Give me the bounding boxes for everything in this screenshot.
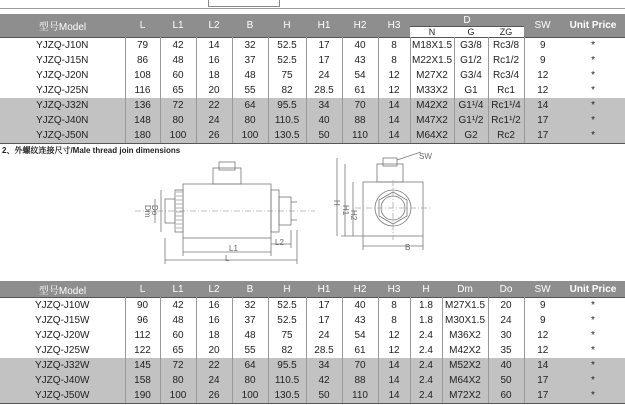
table-cell: 100 — [160, 128, 196, 144]
table-cell: Rc1/2 — [488, 53, 524, 68]
header-do: Do — [488, 281, 524, 298]
table-cell: 130.5 — [268, 388, 306, 404]
label-l2: L2 — [275, 238, 284, 247]
label-l: L — [225, 254, 230, 263]
table-cell: Rc1¹/2 — [488, 113, 524, 128]
table-cell: 14 — [524, 98, 561, 113]
table-cell: 34 — [306, 358, 342, 373]
header-l: L — [125, 14, 160, 38]
table-cell: 28.5 — [306, 343, 342, 358]
table-cell: 17 — [524, 113, 561, 128]
header-h-thread: H — [410, 281, 442, 298]
header-h2: H2 — [342, 281, 378, 298]
table-cell: 100 — [232, 128, 268, 144]
table-cell: 9 — [524, 298, 561, 314]
table-cell: 112 — [125, 328, 160, 343]
table-cell: 82 — [268, 83, 306, 98]
table-cell: 24 — [488, 313, 524, 328]
female-thread-dimension-table — [0, 14, 625, 144]
table-cell: 82 — [268, 343, 306, 358]
table-cell: 40 — [342, 298, 378, 314]
header-unit-price: Unit Price — [561, 281, 625, 298]
table-cell: 80 — [160, 373, 196, 388]
table-cell: 48 — [232, 328, 268, 343]
table-cell: 22 — [196, 98, 232, 113]
table-cell: G1¹/2 — [454, 113, 488, 128]
table-cell: * — [591, 330, 595, 341]
table-cell: G3/8 — [454, 38, 488, 54]
table-cell: 80 — [232, 113, 268, 128]
table-cell: M42X2 — [410, 98, 454, 113]
table-cell: M72X2 — [442, 388, 488, 404]
table-cell: 90 — [125, 298, 160, 314]
table-cell: 72 — [160, 98, 196, 113]
header-sw: SW — [524, 14, 561, 38]
table-cell: 55 — [232, 343, 268, 358]
table-cell: M33X2 — [410, 83, 454, 98]
table-cell: 14 — [378, 388, 410, 404]
table-cell: 130.5 — [268, 128, 306, 144]
table-cell: 8 — [378, 313, 410, 328]
header-b: B — [232, 281, 268, 298]
table-cell: M22X1.5 — [411, 55, 453, 66]
table-cell: 108 — [125, 68, 160, 83]
table-cell: 24 — [196, 373, 232, 388]
table-cell: 60 — [488, 388, 524, 404]
table-cell: 14 — [378, 358, 410, 373]
table-cell: 2.4 — [410, 388, 442, 404]
table-cell: 1.8 — [410, 313, 442, 328]
header-l2: L2 — [196, 281, 232, 298]
table-cell: 50 — [306, 388, 342, 404]
table-cell: M36X2 — [442, 328, 488, 343]
table-cell: M30X1.5 — [442, 313, 488, 328]
model-cell: YJZQ-J25N — [0, 83, 125, 98]
table-cell: G2 — [454, 128, 488, 144]
table-row — [0, 38, 625, 54]
table-cell: 18 — [196, 68, 232, 83]
table-row — [0, 328, 625, 343]
table-cell: G3/4 — [454, 68, 488, 83]
table-cell: 20 — [488, 298, 524, 314]
table-row — [0, 358, 625, 373]
table-cell: 148 — [125, 113, 160, 128]
table-cell: * — [561, 358, 625, 373]
table-cell: M27X2 — [410, 68, 454, 83]
table-cell: 55 — [232, 83, 268, 98]
table-cell: Rc1 — [488, 83, 524, 98]
table-cell: * — [561, 98, 625, 113]
table-cell: 22 — [196, 358, 232, 373]
table-cell: 80 — [232, 373, 268, 388]
table-cell: Rc3/8 — [488, 38, 524, 54]
table-cell: 20 — [196, 343, 232, 358]
table-cell: 64 — [232, 98, 268, 113]
table-cell: 17 — [524, 388, 561, 404]
header-d-g: G — [454, 27, 488, 38]
table-row — [0, 83, 625, 98]
table-cell: 2.4 — [410, 343, 442, 358]
table-cell: 32 — [232, 38, 268, 54]
model-cell: YJZQ-J20W — [0, 328, 125, 343]
table-row — [0, 313, 625, 328]
model-cell: YJZQ-J32W — [0, 358, 125, 373]
table-cell: G1/2 — [454, 53, 488, 68]
table-cell: 24 — [196, 113, 232, 128]
header-d: D — [410, 14, 524, 27]
header-l1: L1 — [160, 14, 196, 38]
header-sw: SW — [524, 281, 561, 298]
header-h: H — [268, 14, 306, 38]
table-cell: 116 — [125, 83, 160, 98]
table-cell: 16 — [196, 53, 232, 68]
header-h3: H3 — [378, 14, 410, 38]
table-cell: 12 — [378, 343, 410, 358]
table-cell: 26 — [196, 388, 232, 404]
table-cell: 24 — [306, 68, 342, 83]
model-cell: YJZQ-J15N — [0, 53, 125, 68]
table-row — [0, 298, 625, 314]
table-cell: 1.8 — [410, 298, 442, 314]
table-cell: 2.4 — [410, 373, 442, 388]
header-dm: Dm — [442, 281, 488, 298]
table-cell: 12 — [378, 68, 410, 83]
previous-drawing-edge — [0, 0, 625, 14]
table-cell: 100 — [160, 388, 196, 404]
table-cell: 52.5 — [268, 313, 306, 328]
table-cell: 48 — [232, 68, 268, 83]
table-cell: 43 — [342, 313, 378, 328]
table-cell: 8 — [378, 53, 410, 68]
table-cell: 158 — [125, 373, 160, 388]
table-cell: 17 — [524, 128, 561, 144]
table-cell: 12 — [537, 70, 549, 81]
table-cell: 43 — [342, 53, 378, 68]
table-cell: Rc3/4 — [488, 68, 524, 83]
table-cell: 17 — [306, 53, 342, 68]
model-cell: YJZQ-J25W — [0, 343, 125, 358]
male-thread-dimension-table — [0, 281, 625, 404]
label-do: Do — [150, 205, 159, 216]
table-cell: * — [591, 55, 595, 66]
label-dm: Dm — [143, 205, 152, 218]
table-cell: 50 — [306, 128, 342, 144]
label-h1: H1 — [341, 205, 350, 216]
table-cell: 70 — [342, 98, 378, 113]
table-cell: 190 — [125, 388, 160, 404]
table-cell: 50 — [488, 373, 524, 388]
table-cell: 16 — [196, 313, 232, 328]
table-cell: 8 — [378, 38, 410, 54]
table-cell: 2.4 — [410, 328, 442, 343]
table-cell: 42 — [160, 298, 196, 314]
table-cell: 2.4 — [410, 358, 442, 373]
table-cell: 122 — [125, 343, 160, 358]
table-cell: M18X1.5 — [410, 38, 454, 54]
header-h3: H3 — [378, 281, 410, 298]
table-cell: * — [561, 113, 625, 128]
label-h2: H2 — [349, 210, 358, 221]
table-cell: 24 — [306, 328, 342, 343]
table-cell: 17 — [306, 38, 342, 54]
header-model: 型号Model — [0, 14, 125, 38]
table-cell: M52X2 — [442, 358, 488, 373]
table-cell: 14 — [524, 358, 561, 373]
table-cell: 75 — [268, 68, 306, 83]
header-h2: H2 — [342, 14, 378, 38]
header-l2: L2 — [196, 14, 232, 38]
table-cell: 60 — [160, 68, 196, 83]
header-h: H — [268, 281, 306, 298]
table-cell: 30 — [488, 328, 524, 343]
table-cell: 79 — [125, 38, 160, 54]
table-cell: 14 — [378, 128, 410, 144]
table-cell: G1¹/4 — [454, 98, 488, 113]
table-row — [0, 98, 625, 113]
table-cell: 28.5 — [306, 83, 342, 98]
model-cell: YJZQ-J10W — [0, 298, 125, 314]
table-cell: 37 — [232, 313, 268, 328]
table-cell: 65 — [160, 343, 196, 358]
header-d-zg: ZG — [488, 27, 524, 38]
table-cell: 14 — [378, 373, 410, 388]
table-cell: 136 — [125, 98, 160, 113]
table-row — [0, 68, 625, 83]
table-cell: 61 — [342, 343, 378, 358]
table-cell: 100 — [232, 388, 268, 404]
label-h: H — [332, 200, 341, 206]
model-cell: YJZQ-J40N — [0, 113, 125, 128]
table-cell: 12 — [378, 328, 410, 343]
table-cell: 12 — [537, 85, 549, 96]
table-cell: 95.5 — [268, 98, 306, 113]
table-cell: 12 — [537, 330, 549, 341]
model-cell: YJZQ-J40W — [0, 373, 125, 388]
table-cell: 8 — [378, 298, 410, 314]
table-cell: * — [591, 345, 595, 356]
table-cell: 40 — [488, 358, 524, 373]
table-cell: 110 — [342, 128, 378, 144]
table-cell: M27X1.5 — [442, 298, 488, 314]
table-cell: 9 — [539, 315, 546, 326]
table-cell: * — [591, 315, 595, 326]
label-sw: SW — [419, 152, 432, 161]
header-d-n: N — [410, 27, 454, 38]
model-cell: YJZQ-J10N — [0, 38, 125, 54]
table-cell: 14 — [196, 38, 232, 54]
header-h1: H1 — [306, 14, 342, 38]
table-cell: 14 — [378, 98, 410, 113]
table-cell: 110.5 — [268, 113, 306, 128]
model-cell: YJZQ-J50N — [0, 128, 125, 144]
table-cell: M64X2 — [410, 128, 454, 144]
table-cell: 110 — [342, 388, 378, 404]
header-l: L — [125, 281, 160, 298]
model-cell: YJZQ-J15W — [0, 313, 125, 328]
table-cell: 75 — [268, 328, 306, 343]
table-cell: 86 — [125, 53, 160, 68]
table-cell: 88 — [342, 113, 378, 128]
table-cell: 72 — [160, 358, 196, 373]
header-unit-price: Unit Price — [561, 14, 625, 38]
table-cell: 37 — [232, 53, 268, 68]
header-b: B — [232, 14, 268, 38]
table-cell: * — [591, 85, 595, 96]
table-cell: 180 — [125, 128, 160, 144]
label-l1: L1 — [229, 244, 238, 253]
table-cell: 34 — [306, 98, 342, 113]
table-cell: 26 — [196, 128, 232, 144]
table-cell: 48 — [160, 313, 196, 328]
table-cell: Rc2 — [488, 128, 524, 144]
table-cell: 110.5 — [268, 373, 306, 388]
table-row — [0, 343, 625, 358]
table-cell: 17 — [306, 298, 342, 314]
model-cell: YJZQ-J20N — [0, 68, 125, 83]
table-cell: 54 — [342, 328, 378, 343]
table-cell: 52.5 — [268, 298, 306, 314]
table-cell: 60 — [160, 328, 196, 343]
table-cell: 16 — [196, 298, 232, 314]
table-cell: M64X2 — [442, 373, 488, 388]
table-cell: 48 — [160, 53, 196, 68]
table-cell: * — [561, 373, 625, 388]
table-cell: 42 — [306, 373, 342, 388]
table-cell: * — [591, 70, 595, 81]
table-cell: 12 — [378, 83, 410, 98]
table-cell: 40 — [342, 38, 378, 54]
table-row — [0, 53, 625, 68]
table-cell: 65 — [160, 83, 196, 98]
table-cell: 14 — [378, 113, 410, 128]
table-cell: 9 — [524, 38, 561, 54]
table-cell: * — [561, 38, 625, 54]
table-cell: 70 — [342, 358, 378, 373]
table-cell: 9 — [539, 55, 546, 66]
table-cell: 40 — [306, 113, 342, 128]
table-cell: G1 — [454, 83, 488, 98]
table-cell: 96 — [125, 313, 160, 328]
table-cell: * — [561, 388, 625, 404]
table-row — [0, 388, 625, 404]
table-cell: 145 — [125, 358, 160, 373]
table-cell: 61 — [342, 83, 378, 98]
table-cell: 35 — [488, 343, 524, 358]
label-b: B — [405, 243, 411, 252]
table-cell: 18 — [196, 328, 232, 343]
table-row — [0, 128, 625, 144]
table-cell: * — [561, 298, 625, 314]
table-cell: 17 — [524, 373, 561, 388]
header-l1: L1 — [160, 281, 196, 298]
table-cell: 52.5 — [268, 53, 306, 68]
model-cell: YJZQ-J32N — [0, 98, 125, 113]
table-cell: 12 — [537, 345, 549, 356]
table-cell: * — [561, 128, 625, 144]
table-cell: Rc1¹/4 — [488, 98, 524, 113]
table-cell: 54 — [342, 68, 378, 83]
table-cell: 52.5 — [268, 38, 306, 54]
model-cell: YJZQ-J50W — [0, 388, 125, 404]
table-row — [0, 113, 625, 128]
table-row — [0, 373, 625, 388]
table-cell: 32 — [232, 298, 268, 314]
table-cell: 20 — [196, 83, 232, 98]
table-cell: 42 — [160, 38, 196, 54]
table-cell: 17 — [306, 313, 342, 328]
table-cell: 80 — [160, 113, 196, 128]
table-cell: 95.5 — [268, 358, 306, 373]
header-model: 型号Model — [0, 281, 125, 298]
table-cell: 88 — [342, 373, 378, 388]
header-h1: H1 — [306, 281, 342, 298]
table-cell: M47X2 — [410, 113, 454, 128]
table-cell: 64 — [232, 358, 268, 373]
section-title: 2、外螺纹连接尺寸/Male thread join dimensions — [2, 146, 181, 155]
table-cell: M42X2 — [442, 343, 488, 358]
